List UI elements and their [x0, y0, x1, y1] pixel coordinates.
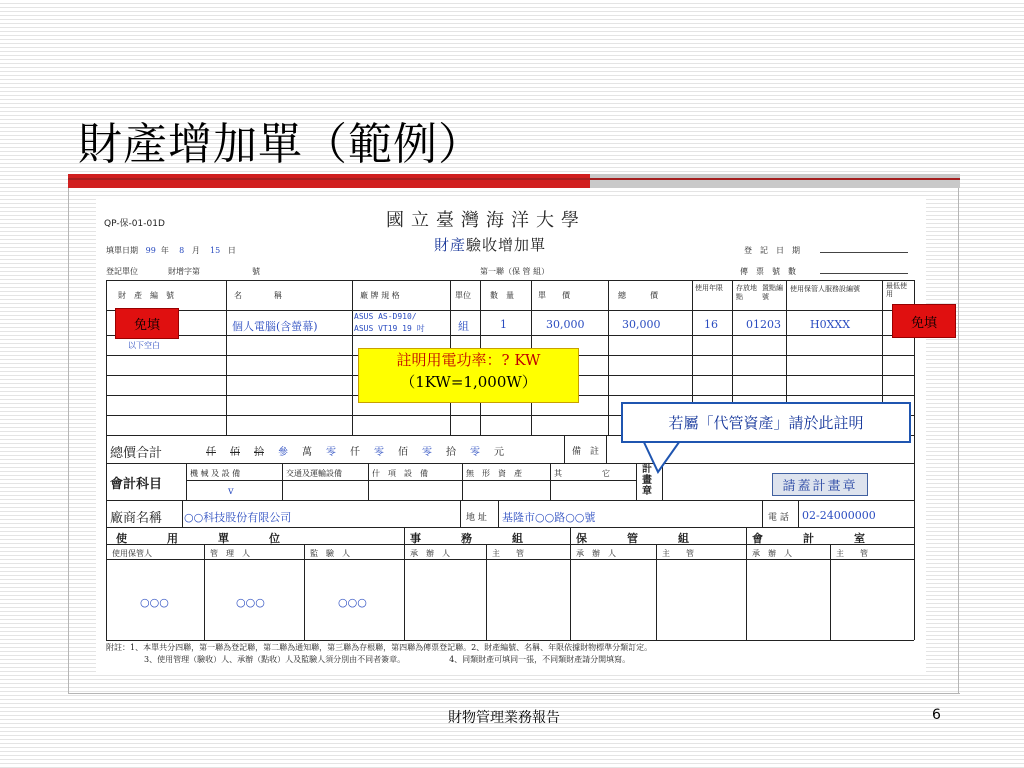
custody-note-callout: 若屬「代管資產」請於此註明 — [621, 402, 911, 443]
amount-char: 零 — [326, 447, 336, 458]
row-price: 30,000 — [546, 318, 585, 331]
fill-day-unit: 日 — [227, 246, 236, 255]
row-qty: 1 — [500, 318, 507, 331]
grid-line — [762, 500, 763, 527]
grid-line — [564, 435, 565, 463]
reg-date-line — [820, 252, 908, 253]
account-col-intangible: 無 形 資 產 — [466, 469, 522, 478]
fill-year: 99 — [145, 246, 156, 255]
role-user-keeper: 使用保管人 — [112, 549, 152, 558]
grid-line — [106, 335, 914, 336]
row-place-no: 01203 — [746, 318, 781, 331]
row-name: 個人電腦(含螢幕) — [232, 320, 318, 333]
header-price: 單 價 — [538, 291, 570, 300]
signer-manager: ○○○ — [236, 596, 265, 609]
amount-char: 元 — [494, 447, 504, 458]
address: 基隆市○○路○○號 — [502, 511, 596, 524]
account-col-transport: 交通及運輸設備 — [286, 469, 342, 478]
account-check: v — [228, 486, 234, 497]
amount-char: 萬 — [302, 447, 312, 458]
header-asset-no: 財 產 編 號 — [118, 291, 174, 300]
blank-note: 以下空白 — [128, 341, 160, 350]
grid-line — [798, 500, 799, 527]
grid-line — [106, 463, 914, 464]
grid-line — [186, 480, 636, 481]
title-underline-red — [68, 174, 590, 188]
grid-line — [186, 463, 187, 500]
university-name: 國立臺灣海洋大學 — [386, 210, 586, 231]
frame-right-line — [958, 188, 959, 693]
row-brand-line2: ASUS VT19 19 吋 — [354, 324, 425, 333]
signer-user: ○○○ — [140, 596, 169, 609]
header-place: 存放地點 — [736, 284, 757, 301]
form-grid — [106, 280, 914, 725]
role-chief-affairs: 主 管 — [492, 549, 524, 558]
address-label: 地 址 — [466, 513, 487, 523]
amount-char: 佰 — [398, 447, 408, 458]
grid-line — [106, 500, 914, 501]
fill-year-unit: 年 — [160, 246, 169, 255]
phone-label: 電 話 — [768, 513, 789, 523]
amount-char: 拾 — [446, 447, 456, 458]
row-life: 16 — [704, 318, 718, 331]
role-chief-accounting: 主 管 — [836, 549, 868, 558]
header-unit: 單位 — [455, 291, 471, 300]
power-note-line2: （1KW=1,000W） — [400, 373, 537, 391]
amount-char: 零 — [422, 447, 432, 458]
power-note — [358, 348, 579, 403]
grid-line — [636, 463, 637, 500]
exempt-tag-right: 免填 — [892, 304, 956, 338]
header-life: 使用年限 — [695, 284, 723, 292]
title-rule — [68, 178, 960, 180]
footer-text: 財物管理業務報告 — [448, 710, 560, 726]
grid-line — [106, 527, 914, 528]
amount-char: 零 — [470, 447, 480, 458]
header-place-no: 置點編號 — [762, 284, 783, 301]
grid-line — [226, 280, 227, 435]
role-chief-custody: 主 管 — [662, 549, 694, 558]
total-label: 總價合計 — [110, 446, 163, 461]
header-min: 最低使用 — [886, 282, 907, 298]
row-user-no: H0XXX — [810, 318, 851, 331]
grid-line — [106, 280, 914, 281]
reg-date-label: 登 記 日 期 — [744, 246, 800, 255]
header-user: 使用保管人服務設編號 — [790, 285, 860, 293]
grid-line — [106, 640, 914, 641]
grid-line — [182, 500, 183, 527]
form-title — [434, 234, 546, 255]
role-handler-accounting: 承 辦 人 — [752, 549, 792, 558]
grid-line — [570, 527, 571, 640]
row-total: 30,000 — [622, 318, 661, 331]
row-unit: 組 — [458, 320, 469, 333]
role-inspector: 監 驗 人 — [310, 549, 350, 558]
row-brand-line1: ASUS AS-D910/ — [354, 312, 417, 321]
fill-month: 8 — [179, 246, 185, 255]
fill-date-label: 填單日期 — [106, 246, 138, 255]
grid-line — [404, 527, 405, 640]
note-line-2: 3、使用管理（驗收）人、承辦（點收）人及監驗人須分別由不同者簽章。 4、同類財產可填同一張，不同類財產請分開填寫。 — [144, 655, 631, 664]
form-title-rest: 驗收增加單 — [466, 236, 547, 254]
total-amount — [206, 443, 518, 458]
phone: 02-24000000 — [802, 509, 876, 522]
frame-left-line — [68, 188, 69, 693]
account-label: 會計科目 — [110, 477, 163, 492]
account-col-misc: 什 項 設 備 — [372, 469, 428, 478]
sign-group-custody: 保 管 組 — [576, 532, 695, 545]
role-handler-affairs: 承 辦 人 — [410, 549, 450, 558]
sign-group-affairs: 事 務 組 — [410, 532, 529, 545]
sign-group-user: 使 用 單 位 — [116, 532, 286, 545]
reg-no-label: 號 — [252, 267, 260, 276]
grid-line — [460, 500, 461, 527]
slide-title: 財產增加單（範例） — [78, 119, 483, 170]
plan-stamp: 請蓋計畫章 — [772, 473, 868, 496]
title-underline-gray — [590, 174, 960, 188]
plan-label: 計畫章 — [642, 464, 652, 497]
grid-line — [462, 463, 463, 500]
copy-label: 第一聯（保 管 組） — [480, 267, 550, 276]
header-brand: 廠 牌 規 格 — [360, 291, 400, 300]
signer-inspector: ○○○ — [338, 596, 367, 609]
callout-pointer-shape — [642, 438, 682, 472]
grid-line — [550, 463, 551, 500]
reg-unit-label: 登記單位 — [106, 267, 138, 276]
page-number: 6 — [932, 707, 941, 723]
header-total: 總 價 — [618, 291, 658, 300]
amount-char: 參 — [278, 447, 288, 458]
account-col-other: 其 它 — [554, 469, 610, 478]
voucher-line — [820, 273, 908, 274]
exempt-tag-left: 免填 — [115, 308, 179, 339]
header-name: 名 稱 — [234, 291, 282, 300]
sign-group-accounting: 會 計 室 — [752, 532, 871, 545]
grid-line — [106, 280, 107, 640]
header-qty: 數 量 — [490, 291, 514, 300]
fill-date — [106, 245, 236, 256]
form-code: QP-保-01-01D — [104, 219, 165, 229]
vendor-name: ○○科技股份有限公司 — [184, 511, 292, 524]
amount-char: 仟 — [350, 447, 360, 458]
account-col-machinery: 機 械 及 設 備 — [190, 469, 241, 478]
amount-char: 拾 — [254, 447, 264, 458]
role-handler-custody: 承 辦 人 — [576, 549, 616, 558]
voucher-label: 傳 票 號 數 — [740, 267, 796, 276]
note-line-1: 附註：1、本單共分四聯，第一聯為登記聯，第二聯為通知聯，第三聯為存根聯，第四聯為傳票登記聯。2、財產編號、名稱、年限依據財物標準分類訂定。 — [106, 643, 653, 652]
grid-line — [106, 310, 914, 311]
grid-line — [498, 500, 499, 527]
vendor-label: 廠商名稱 — [110, 511, 163, 526]
amount-char: 零 — [374, 447, 384, 458]
grid-line — [368, 463, 369, 500]
remark-label: 備 註 — [572, 447, 600, 457]
role-manager: 管 理 人 — [210, 549, 250, 558]
power-note-line1: 註明用電功率：? KW — [396, 351, 541, 369]
amount-char: 仟 — [206, 447, 216, 458]
fill-month-unit: 月 — [191, 246, 200, 255]
grid-line — [606, 435, 607, 463]
grid-line — [608, 280, 609, 435]
fill-day: 15 — [210, 246, 221, 255]
grid-line — [282, 463, 283, 500]
grid-line — [106, 559, 914, 560]
amount-char: 佰 — [230, 447, 240, 458]
grid-line — [746, 527, 747, 640]
reg-word-label: 財增字第 — [168, 267, 200, 276]
grid-line — [352, 280, 353, 435]
form-title-highlight: 財產 — [434, 236, 467, 254]
